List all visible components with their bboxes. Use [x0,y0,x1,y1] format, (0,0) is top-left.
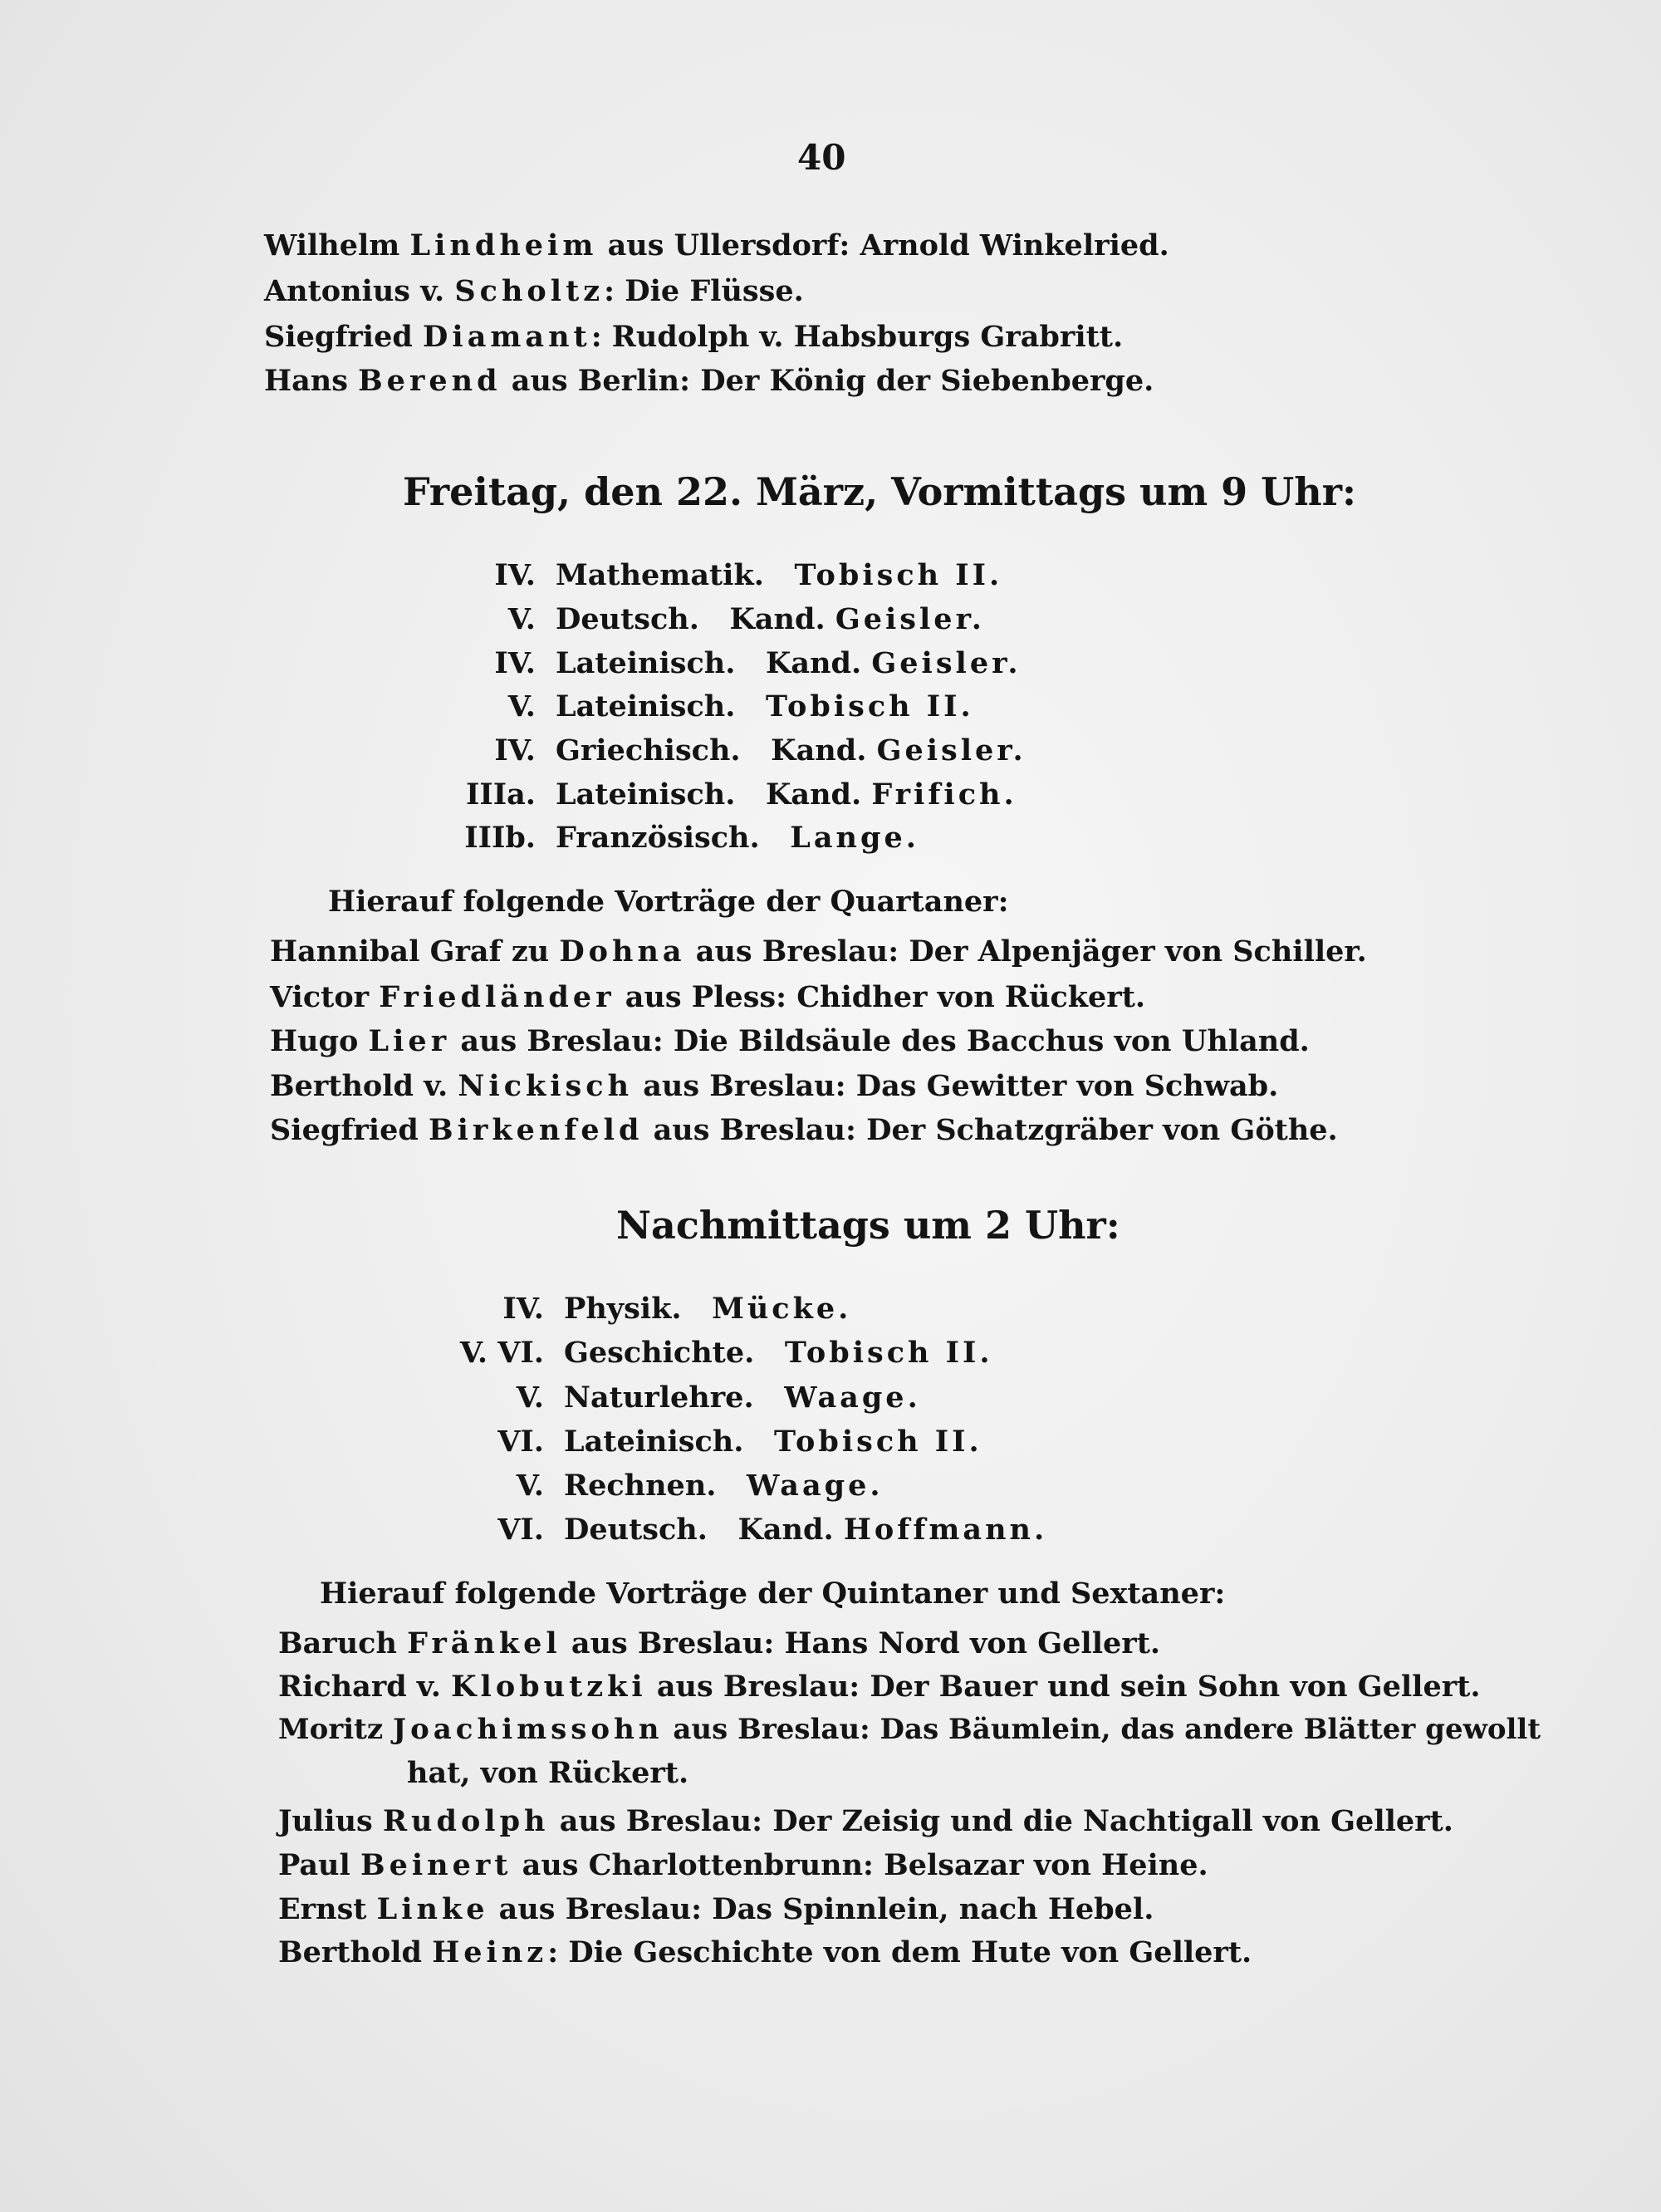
student-surname: Joachimssohn [393,1713,664,1746]
teacher-name: Frifich. [871,777,1017,812]
student-surname: Scholtz [454,274,605,308]
page-number: 40 [797,137,846,178]
recitation-line: Hugo Lier aus Breslau: Die Bildsäule des Bacchus von Uhland. [270,1024,1310,1058]
teacher-name: Tobisch II. [794,558,1003,592]
student-surname: Lindheim [409,228,598,262]
recitation-line: Hannibal Graf zu Dohna aus Breslau: Der Alpenjäger von Schiller. [270,934,1367,969]
schedule-row: IV. Griechisch. Kand. Geisler. [494,733,1026,768]
section-heading: Nachmittags um 2 Uhr: [616,1203,1120,1248]
schedule-row: V. Lateinisch. Tobisch II. [507,689,974,723]
schedule-row: VI. Lateinisch. Tobisch II. [497,1425,982,1459]
recitation-line: Antonius v. Scholtz: Die Flüsse. [264,274,804,308]
student-surname: Nickisch [458,1069,634,1103]
teacher-name: Hoffmann. [843,1513,1048,1547]
recitation-line: Siegfried Birkenfeld aus Breslau: Der Schatzgräber von Göthe. [270,1113,1338,1147]
schedule-row: IV. Mathematik. Tobisch II. [494,558,1003,592]
schedule-row: IIIb. Französisch. Lange. [464,821,919,855]
student-surname: Dohna [559,934,686,969]
schedule-row: IV. Lateinisch. Kand. Geisler. [494,646,1022,680]
teacher-name: Geisler. [876,733,1026,768]
student-surname: Friedländer [379,980,615,1014]
recitation-line: Berthold v. Nickisch aus Breslau: Das Gewitter von Schwab. [270,1069,1279,1103]
recitation-line: Julius Rudolph aus Breslau: Der Zeisig und die Nachtigall von Gellert. [278,1804,1453,1838]
recitation-line: Paul Beinert aus Charlottenbrunn: Belsazar von Heine. [278,1848,1208,1882]
recitation-line: Berthold Heinz: Die Geschichte von dem Hute von Gellert. [278,1935,1252,1969]
subsection-heading: Hierauf folgende Vorträge der Quintaner und Sextaner: [320,1577,1226,1611]
schedule-row: V. VI. Geschichte. Tobisch II. [459,1336,993,1370]
schedule-row: VI. Deutsch. Kand. Hoffmann. [497,1513,1048,1547]
recitation-line: Richard v. Klobutzki aus Breslau: Der Bauer und sein Sohn von Gellert. [278,1670,1481,1704]
teacher-name: Mücke. [712,1292,852,1326]
section-heading: Freitag, den 22. März, Vormittags um 9 Uhr: [403,469,1356,514]
student-surname: Linke [376,1892,489,1926]
schedule-row: IIIa. Lateinisch. Kand. Frifich. [466,777,1017,812]
recitation-line: Siegfried Diamant: Rudolph v. Habsburgs Grabritt. [264,320,1124,354]
schedule-row: IV. Physik. Mücke. [502,1292,852,1326]
student-surname: Beinert [360,1848,512,1882]
recitation-line: Moritz Joachimssohn aus Breslau: Das Bäumlein, das andere Blätter gewollt [278,1713,1541,1746]
student-surname: Fränkel [407,1626,561,1660]
teacher-name: Geisler. [835,602,985,636]
student-surname: Rudolph [382,1804,550,1838]
teacher-name: Lange. [790,821,919,855]
recitation-line: Ernst Linke aus Breslau: Das Spinnlein, nach Hebel. [278,1892,1154,1926]
recitation-line: Wilhelm Lindheim aus Ullersdorf: Arnold Winkelried. [264,228,1169,262]
teacher-name: Tobisch II. [784,1336,993,1370]
subsection-heading: Hierauf folgende Vorträge der Quartaner: [328,885,1009,919]
teacher-name: Waage. [784,1381,921,1415]
student-surname: Klobutzki [451,1670,647,1704]
teacher-name: Tobisch II. [773,1425,982,1459]
student-surname: Birkenfeld [429,1113,644,1147]
recitation-line: Hans Berend aus Berlin: Der König der Siebenberge. [264,364,1154,398]
student-surname: Lier [368,1024,451,1058]
schedule-row: V. Deutsch. Kand. Geisler. [507,602,985,636]
teacher-name: Tobisch II. [765,689,974,723]
recitation-line-continuation: hat, von Rückert. [407,1756,689,1790]
student-surname: Heinz [432,1935,548,1969]
schedule-row: V. Rechnen. Waage. [516,1469,884,1503]
teacher-name: Waage. [747,1469,884,1503]
student-surname: Diamant [423,320,591,354]
schedule-row: V. Naturlehre. Waage. [516,1381,921,1415]
recitation-line: Baruch Fränkel aus Breslau: Hans Nord von Gellert. [278,1626,1161,1660]
student-surname: Berend [358,364,502,398]
teacher-name: Geisler. [871,646,1022,680]
recitation-line: Victor Friedländer aus Pless: Chidher von Rückert. [270,980,1146,1014]
